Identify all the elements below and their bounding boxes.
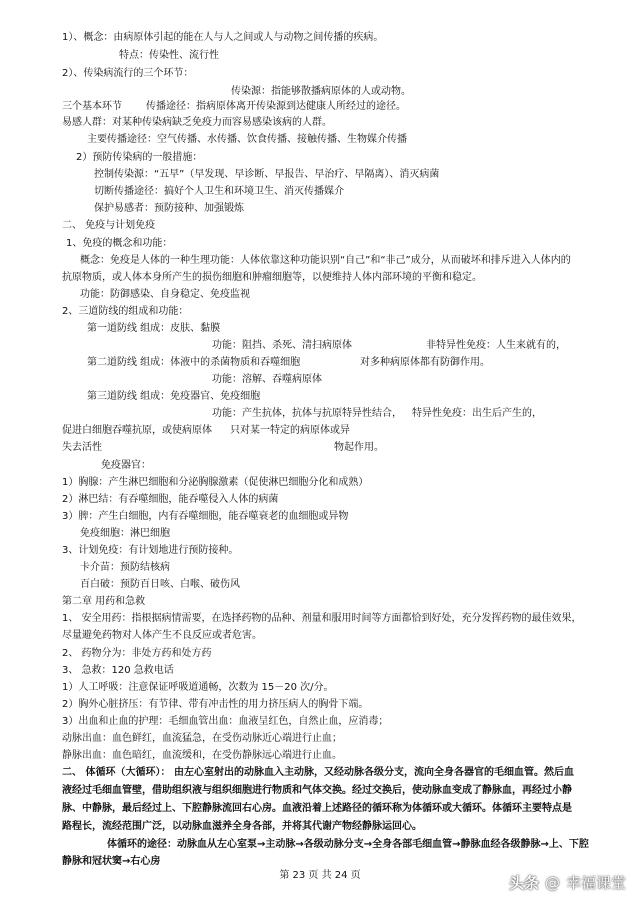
- text-line: 物起作用。: [334, 442, 384, 453]
- text-line: 静脉出血：血色暗红，血流缓和，在受伤静脉远心端进行止血。: [62, 750, 342, 761]
- text-line: 第二道防线 组成：体液中的杀菌物质和吞噬细胞: [87, 357, 301, 368]
- text-line: 1）人工呼吸：注意保证呼吸道通畅，次数为 15－20 次/分。: [62, 682, 334, 693]
- page-footer: 第 23 页 共 24 页: [279, 870, 361, 881]
- text-line: 2）淋巴结：有吞噬细胞，能吞噬侵入人体的病菌: [62, 494, 279, 505]
- text-line: 免疫器官：: [101, 460, 151, 471]
- text-line: 切断传播途径：搞好个人卫生和环境卫生、消灭传播媒介: [94, 186, 344, 197]
- text-line: 2）胸外心脏挤压：有节律、带有冲击性的用力挤压病人的胸骨下端。: [62, 699, 369, 710]
- text-line: 功能：溶解、吞噬病原体: [212, 374, 322, 385]
- text-line: 非特异性免疫：人生来就有的，: [426, 340, 566, 351]
- watermark-logo: 头条: [508, 874, 539, 892]
- text-line: 抗原物质，或人体本身所产生的损伤细胞和肿瘤细胞等，以便维持人体内部环境的平衡和稳定。: [62, 272, 482, 283]
- text-line: 2）预防传染病的一般措施：: [76, 152, 203, 163]
- text-line: 易感人群：对某种传染病缺乏免疫力而容易感染该病的人群。: [62, 117, 332, 128]
- text-line: 只对某一特定的病原体或异: [230, 425, 350, 436]
- text-line: 3）脾：产生白细胞，内有吞噬细胞，能吞噬衰老的血细胞或异物: [62, 511, 349, 522]
- text-line: 主要传播途径：空气传播、水传播、饮食传播、接触传播、生物媒介传播: [87, 134, 407, 145]
- text-line: 体循环的途径：动脉血从左心室泵→主动脉→各级动脉分支→全身各部毛细血管→静脉血经各级静脉→上、下腔: [107, 839, 589, 850]
- text-line: 尽量避免药物对人体产生不良反应或者危害。: [62, 630, 262, 641]
- text-line: 第一道防线 组成：皮肤、黏膜: [87, 323, 221, 334]
- text-line: 保护易感者：预防接种、加强锻炼: [94, 203, 244, 214]
- text-line: 特点：传染性、流行性: [119, 50, 219, 61]
- text-line: 百白破：预防百日咳、白喉、破伤风: [80, 579, 240, 590]
- text-line: 特异性免疫：出生后产生的，: [412, 408, 542, 419]
- text-line: 传播途径：指病原体离开传染源到达健康人所经过的途径。: [146, 101, 406, 112]
- text-line: 2、 药物分为：非处方药和处方药: [62, 648, 212, 659]
- text-line: 动脉出血：血色鲜红，血流猛急，在受伤动脉近心端进行止血；: [62, 733, 342, 744]
- text-line: 第二章 用药和急救: [62, 596, 146, 607]
- text-line: 功能：产生抗体，抗体与抗原特异性结合，: [212, 408, 402, 419]
- text-line: 二、 免疫与计划免疫: [62, 220, 156, 231]
- watermark: [509, 872, 626, 893]
- text-line: 三个基本环节: [62, 101, 122, 112]
- text-line: 促进白细胞吞噬抗原，或使病原体: [62, 425, 212, 436]
- text-line: 静脉和冠状窦→右心房: [62, 856, 161, 867]
- text-line: 第三道防线 组成：免疫器官、免疫细胞: [87, 391, 261, 402]
- watermark-separator: @: [544, 873, 560, 892]
- text-line: 1、 安全用药：指根据病情需要，在选择药物的品种、剂量和服用时间等方面都恰到好处，充分发挥药物的最佳效果，: [62, 613, 582, 624]
- text-line: 2）、传染病流行的三个环节：: [62, 68, 194, 79]
- text-line: 失去活性: [62, 442, 102, 453]
- text-line: 2、三道防线的组成和功能：: [62, 306, 189, 317]
- text-line: 卡介苗：预防结核病: [80, 562, 170, 573]
- text-line: 1）胸腺：产生淋巴细胞和分泌胸腺激素（促使淋巴细胞分化和成熟）: [62, 477, 369, 488]
- text-line: 3、计划免疫：有计划地进行预防接种。: [62, 545, 239, 556]
- text-line: 1、免疫的概念和功能：: [66, 238, 173, 249]
- text-line: 3、 急救：120 急救电话: [62, 665, 174, 676]
- text-line: 脉、中静脉，最后经过上、下腔静脉流回右心房。血液沿着上述路径的循环称为体循环或大循环。体循环主要特点是: [62, 803, 572, 814]
- text-line: 3）出血和止血的护理：毛细血管出血：血液呈红色，自然止血，应消毒；: [62, 716, 389, 727]
- text-line: 免疫细胞：淋巴细胞: [80, 528, 170, 539]
- text-line: 1）、概念：由病原体引起的能在人与人之间或人与动物之间传播的疾病。: [62, 32, 384, 43]
- text-line: 路程长，流经范围广泛，以动脉血滋养全身各部，并将其代谢产物经静脉运回心。: [62, 821, 422, 832]
- text-line: 液经过毛细血管壁，借助组织液与组织细胞进行物质和气体交换。经过交换后，使动脉血变成了静脉血，再经过小静: [62, 785, 572, 796]
- text-line: 功能：阻挡、杀死、清扫病原体: [212, 340, 352, 351]
- text-line: 功能：防御感染、自身稳定、免疫监视: [80, 289, 250, 300]
- watermark-account: 幸福课堂: [565, 874, 626, 892]
- text-line: 传染源：指能够散播病原体的人或动物。: [231, 86, 411, 97]
- text-line: 对多种病原体都有防御作用。: [360, 357, 490, 368]
- text-line: 控制传染源：“五早”（早发现、早诊断、早报告、早治疗、早隔离）、消灭病菌: [94, 169, 440, 180]
- text-line: 二、 体循环（大循环）： 由左心室射出的动脉血入主动脉，又经动脉各级分支，流向全身各器官的毛细血管。然后血: [62, 767, 574, 778]
- text-line: 概念：免疫是人体的一种生理功能：人体依靠这种功能识别“自己”和“非己”成分，从而破坏和排斥进入人体内的: [80, 255, 571, 266]
